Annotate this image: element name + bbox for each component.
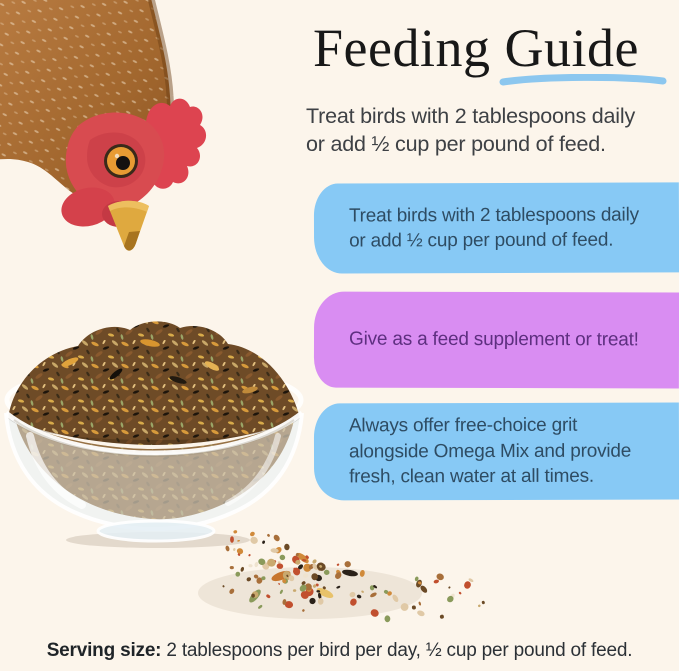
title-word-feeding: Feeding [313, 18, 491, 78]
callout-line: fresh, clean water at all times. [349, 465, 595, 488]
callout-line: Give as a feed supplement or treat! [348, 328, 639, 351]
serving-size-text [0, 640, 679, 662]
scattered-feed-photo [185, 498, 515, 650]
callout-line: or add ½ cup per pound of feed. [349, 229, 614, 252]
intro-line: or add ½ cup per pound of feed. [306, 132, 606, 156]
serving-size-value: 2 tablespoons per bird per day, ½ cup per pound of feed. [161, 640, 633, 661]
callout-dosage [314, 182, 679, 273]
title-word-guide: Guide [505, 18, 639, 78]
intro-line: Treat birds with 2 tablespoons daily [306, 104, 636, 128]
callout-line: Always offer free-choice grit [348, 415, 578, 437]
hen-head-photo [0, 0, 215, 262]
callout-supplement [314, 292, 679, 389]
callout-grit-water [314, 403, 679, 501]
callout-line: alongside Omega Mix and provide [348, 440, 632, 463]
page-title [283, 18, 669, 78]
intro-text [306, 102, 666, 158]
callout-line: Treat birds with 2 tablespoons daily [348, 204, 639, 227]
serving-size-label: Serving size: [46, 640, 162, 661]
title-underline-stroke [499, 74, 667, 87]
